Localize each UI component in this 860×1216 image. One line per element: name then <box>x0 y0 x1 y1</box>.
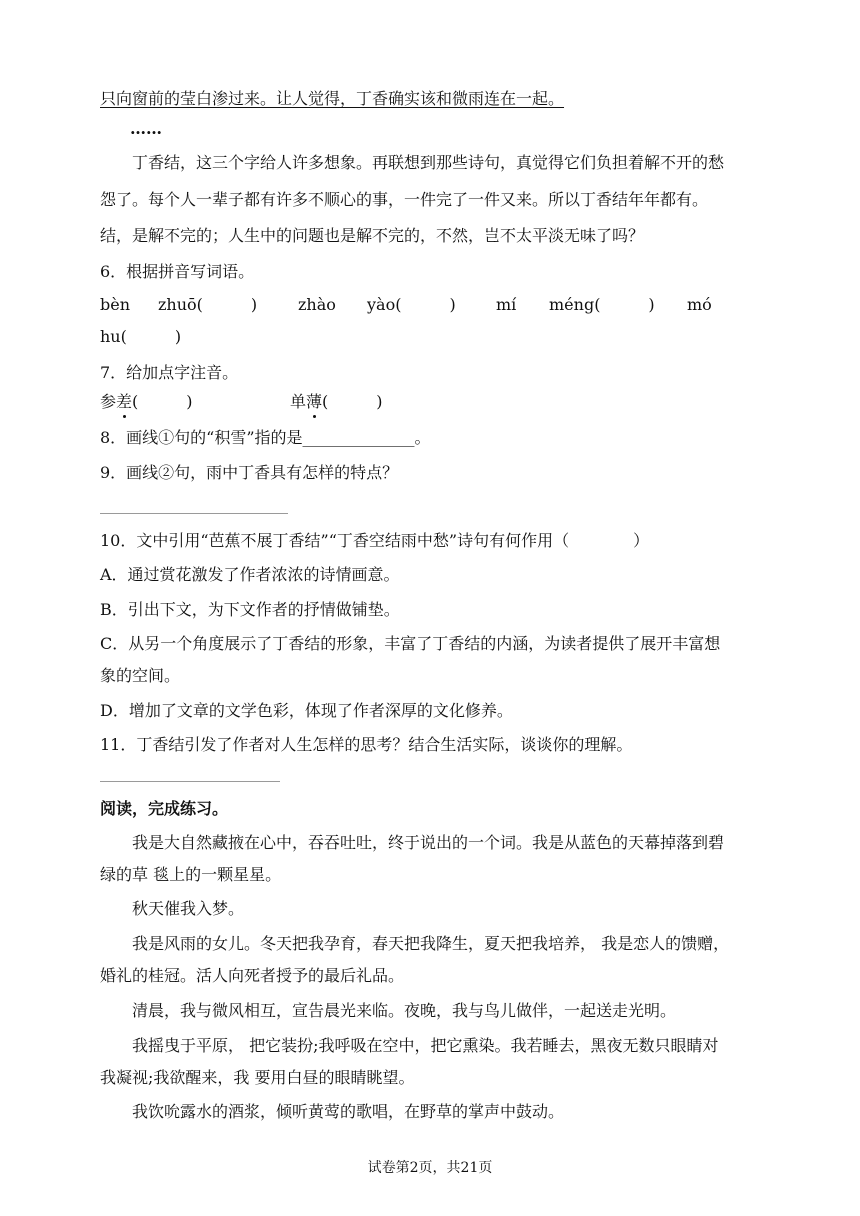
char: 单 <box>290 392 307 411</box>
passage2-line: 秋天催我入梦。 <box>132 899 245 918</box>
passage2-line: 婚礼的桂冠。活人向死者授予的最后礼品。 <box>100 966 405 985</box>
pinyin-item: mí <box>496 295 517 314</box>
passage2-line: 我凝视;我欲醒来，我 要用白昼的眼睛眺望。 <box>100 1068 415 1087</box>
pinyin-item: mó <box>687 295 712 314</box>
passage2-line: 我是风雨的女儿。冬天把我孕育，春天把我降生，夏天把我培养， 我是恋人的馈赠， <box>132 934 730 953</box>
answer-blank: ( ) <box>132 392 193 411</box>
dotted-char: 薄 <box>306 392 323 411</box>
question-9: 9．画线②句，雨中丁香具有怎样的特点？ <box>100 463 399 482</box>
option-a: A．通过赏花激发了作者浓浓的诗情画意。 <box>100 565 400 584</box>
passage2-line: 清晨，我与微风相互，宣告晨光来临。夜晚，我与鸟儿做伴，一起送走光明。 <box>132 1001 677 1020</box>
question-11: 11．丁香结引发了作者对人生怎样的思考？结合生活实际，谈谈你的理解。 <box>100 735 633 754</box>
answer-line <box>100 781 280 782</box>
passage1-line: 怨了。每个人一辈子都有许多不顺心的事，一件完了一件又来。所以丁香结年年都有。 <box>100 190 709 209</box>
question-10: 10．文中引用“芭蕉不展丁香结”“丁香空结雨中愁”诗句有何作用（ ） <box>100 531 650 550</box>
ellipsis: …… <box>130 119 162 138</box>
passage2-line: 我饮吮露水的酒浆，倾听黄莺的歌唱，在野草的掌声中鼓动。 <box>132 1102 565 1121</box>
question-6-title: 6．根据拼音写词语。 <box>100 262 255 281</box>
answer-line <box>100 513 288 514</box>
pinyin-item: yào( ) <box>367 295 456 314</box>
passage1-line: 丁香结，这三个字给人许多想象。再联想到那些诗句，真觉得它们负担着解不开的愁 <box>132 153 725 172</box>
pinyin-item: zhào <box>298 295 336 314</box>
passage2-line: 绿的草 毯上的一颗星星。 <box>100 865 282 884</box>
char: 参 <box>100 392 117 411</box>
section-heading: 阅读，完成练习。 <box>100 799 229 818</box>
pinyin-item: méng( ) <box>549 295 655 314</box>
option-d: D．增加了文章的文学色彩，体现了作者深厚的文化修养。 <box>100 701 513 720</box>
passage2-line: 我摇曳于平原， 把它装扮;我呼吸在空中，把它熏染。我若睡去，黑夜无数只眼睛对 <box>132 1036 719 1055</box>
passage1-line: 结，是解不完的；人生中的问题也是解不完的，不然，岂不太平淡无味了吗？ <box>100 226 645 245</box>
question-8: 8．画线①句的“积雪”指的是______________。 <box>100 428 431 447</box>
pinyin-item: bèn <box>100 295 131 314</box>
annotate-item-a <box>100 391 193 413</box>
annotate-item-b <box>290 391 383 413</box>
pinyin-item: hu( ) <box>100 327 182 346</box>
passage2-line: 我是大自然藏掖在心中，吞吞吐吐，终于说出的一个词。我是从蓝色的天幕掉落到碧 <box>132 833 725 852</box>
pinyin-item: zhuō( ) <box>158 295 258 314</box>
option-c: C．从另一个角度展示了丁香结的形象，丰富了丁香结的内涵，为读者提供了展开丰富想 <box>100 634 721 653</box>
dotted-char: 差 <box>116 392 133 411</box>
answer-blank: ( ) <box>322 392 383 411</box>
underlined-sentence: 只向窗前的莹白渗过来。让人觉得，丁香确实该和微雨连在一起。 <box>100 89 565 108</box>
page-footer: 试卷第2页，共21页 <box>367 1160 493 1176</box>
question-7-title: 7．给加点字注音。 <box>100 363 239 382</box>
option-b: B．引出下文，为下文作者的抒情做铺垫。 <box>100 600 400 619</box>
option-c-cont: 象的空间。 <box>100 666 181 685</box>
